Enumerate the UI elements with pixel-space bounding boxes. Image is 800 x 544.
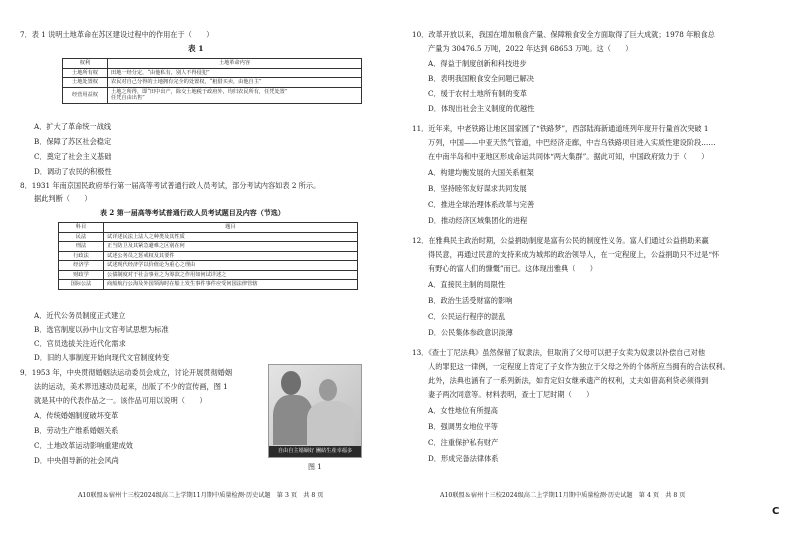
q8-option-b: B．选官制度以孙中山文官考试思想为标准 <box>34 325 169 334</box>
right-page-footer: A10联盟＆宿州十三校2024级高二上学期11月期中质量检测·历史试题 第 4 页 共 8 页 <box>440 492 686 499</box>
poster-face-woman <box>319 379 337 401</box>
q12-option-b: B．政治生活受财富的影响 <box>428 296 513 305</box>
q8-option-c: C．官员选拔关注近代化需求 <box>34 339 126 348</box>
q7-stem: 7．表 1 说明土地革命在苏区建设过程中的作用在于（ ） <box>20 30 214 39</box>
table-header-cell: 题目 <box>104 223 358 233</box>
q11-stem-line1: 11．近年来，中老铁路让地区国家圆了“铁路梦”，西部陆海新通道班列年度开行量首次突破 1 <box>412 124 709 133</box>
q9-stem-line3: 就是其中的代表作品之一。该作品可用以说明（ ） <box>34 396 207 405</box>
table-row <box>59 251 358 261</box>
q10-stem-line1: 10．改革开放以来，我国在增加粮食产量、保障粮食安全方面取得了巨大成就；1978 年粮食总 <box>412 30 715 39</box>
q10-option-c: C．缓于农村土地所有制的变革 <box>428 89 527 98</box>
table-cell: 商船航行公海及外国领海时在船上发生事件事件应受何国法律管辖 <box>104 280 358 290</box>
table-cell: 土地所有权 <box>63 68 108 78</box>
table-cell: 行政法 <box>59 251 104 261</box>
q9-stem-line1: 9．1953 年，中央贯彻婚姻法运动委员会成立，讨论开展贯彻婚姻 <box>20 368 233 377</box>
q8-table <box>58 222 358 290</box>
table-cell: 试详述民法上法人之种类及其性质 <box>104 232 358 242</box>
q10-option-d: D．体现出社会主义制度的优越性 <box>428 104 535 113</box>
table-row <box>59 232 358 242</box>
table-cell: 农民对自己分得的土地拥有完全的处置权，“租借买卖，由他自主” <box>108 78 362 88</box>
q7-option-c: C．奠定了社会主义基础 <box>34 152 112 161</box>
q7-option-d: D．调动了农民的积极性 <box>34 167 112 176</box>
table-cell: 经营用益权 <box>63 87 108 103</box>
table-row <box>63 87 362 103</box>
poster-face-man <box>281 371 301 395</box>
table-cell-text: 任凭自由出售” <box>111 95 145 101</box>
q9-option-d: D．中央倡导新的社会风尚 <box>34 456 119 465</box>
q13-stem-line2: 人的罪犯这一律例，一定程度上肯定了子女作为独立于父母之外的个体所应当拥有的合法权利。 <box>428 362 730 371</box>
table-row <box>63 78 362 88</box>
poster-figure-woman <box>307 401 355 445</box>
q8-stem-line2: 据此判断（ ） <box>34 194 92 203</box>
q12-stem-line2: 得民意，再通过民意的支持来成为城邦的政治领导人，在一定程度上，公益捐助只不过是“怀 <box>428 250 720 259</box>
q11-option-c: C．推进全球治理体系改革与完善 <box>428 200 535 209</box>
table-cell: 经济学 <box>59 261 104 271</box>
corner-mark: C <box>772 506 780 517</box>
q7-option-b: B．保障了苏区社会稳定 <box>34 137 112 146</box>
table-row <box>59 261 358 271</box>
left-page-footer: A10联盟＆宿州十三校2024级高二上学期11月期中质量检测·历史试题 第 3 页 共 8 页 <box>78 492 324 499</box>
q7-table <box>62 58 362 104</box>
q11-option-d: D．推动经济区域集团化的进程 <box>428 216 528 225</box>
q13-option-a: A．女性地位有所提高 <box>428 406 498 415</box>
table-cell: 正当防卫及其紧急避难之区别在何 <box>104 242 358 252</box>
q8-table-title: 表 2 第一届高等考试普通行政人员考试题目及内容（节选） <box>100 208 285 217</box>
table-header-row <box>63 59 362 69</box>
q11-stem-line3: 在中南半岛和中亚地区形成命运共同体“两大集群”。据此可知，中国政府致力于（ ） <box>428 152 709 161</box>
q12-option-d: D．公民集体参政意识淡薄 <box>428 328 513 337</box>
q7-option-a: A．扩大了革命统一战线 <box>34 122 112 131</box>
q8-option-d: D．旧的人事制度开始向现代文官制度转变 <box>34 353 170 362</box>
propaganda-poster-image <box>268 364 362 458</box>
q9-option-b: B．劳动生产维系婚姻关系 <box>34 426 119 435</box>
table-cell-text: 土地之所得，即“田中出产，除交土地税于政府外，均归农民所有，任凭处置” <box>111 88 288 95</box>
q8-stem-line1: 8．1931 年南京国民政府举行第一届高等考试普通行政人员考试，部分考试内容如表 2 所示。 <box>20 181 321 190</box>
q10-stem-line2: 产量为 30476.5 万吨，2022 年达到 68653 万吨。这（ ） <box>428 44 633 53</box>
table-cell: 刑法 <box>59 242 104 252</box>
table-header-cell: 土地革命内容 <box>108 59 362 69</box>
q9-option-c: C．土地改革运动影响重建成效 <box>34 441 133 450</box>
table-cell: 公债制度对于社会事业之为筹款之作用如何试详述之 <box>104 270 358 280</box>
table-cell: 财政学 <box>59 270 104 280</box>
q13-stem-line3: 此外，法典也涵有了一系列新法，如肯定妇女继承遗产的权利，丈夫如借高利贷必须得到 <box>428 376 709 385</box>
q8-option-a: A．近代公务员制度正式建立 <box>34 311 126 320</box>
q12-stem-line1: 12．在雅典民主政治时期，公益捐助制度是富有公民的制度性义务。富人们通过公益捐助来赢 <box>412 236 709 245</box>
q10-option-b: B．表明我国粮食安全问题已解决 <box>428 74 534 83</box>
table-cell: 国际公法 <box>59 280 104 290</box>
table-cell <box>108 87 362 103</box>
table-header-row <box>59 223 358 233</box>
table-header-cell: 权利 <box>63 59 108 69</box>
q11-option-a: A．构建均衡发展的大国关系框架 <box>428 168 534 177</box>
right-page <box>400 0 800 544</box>
table-row <box>59 280 358 290</box>
poster-slogan: 自由自主婚姻好 團結生産幸福多 <box>269 446 361 457</box>
q7-table-title: 表 1 <box>188 44 204 53</box>
table-cell: 田地一经分定，“由他私有，别人不得侵犯” <box>108 68 362 78</box>
table-header-cell: 科目 <box>59 223 104 233</box>
table-cell: 试述公务员之惩戒权及其要件 <box>104 251 358 261</box>
table-cell: 试述现代经济学以价值论为重心之理由 <box>104 261 358 271</box>
q12-option-c: C．公民运行程序的混乱 <box>428 312 506 321</box>
q13-option-c: C．注重保护私有财产 <box>428 438 499 447</box>
figure-caption: 图 1 <box>308 463 322 471</box>
q9-stem-line2: 法的运动，美术界迅速动员起来，出版了不少的宣传画，图 1 <box>34 382 228 391</box>
table-row <box>59 270 358 280</box>
q13-option-d: D．形成完备法律体系 <box>428 454 499 463</box>
q9-option-a: A．传统婚姻制度破坏变革 <box>34 411 119 420</box>
q11-option-b: B．坚持睦邻友好谋求共同发展 <box>428 184 527 193</box>
table-cell: 民法 <box>59 232 104 242</box>
q11-stem-line2: 万列，中国——中亚天然气管道，中巴经济走廊，中吉乌铁路项目进入实质性建设阶段…… <box>428 138 716 147</box>
q10-option-a: A．得益于制度创新和科技进步 <box>428 59 527 68</box>
table-row <box>63 68 362 78</box>
table-row <box>59 242 358 252</box>
q13-stem-line1: 13．《查士丁尼法典》虽然保留了奴隶法，但取消了父母可以把子女卖为奴隶以补偿自己对他 <box>412 348 706 357</box>
q12-stem-line3: 有野心的富人们的慷慨”而已。这体现出雅典（ ） <box>428 264 597 273</box>
table-cell: 土地处置权 <box>63 78 108 88</box>
q12-option-a: A．直接民主制的局限性 <box>428 280 506 289</box>
q13-option-b: B．强调男女地位平等 <box>428 422 498 431</box>
q13-stem-line4: 妻子两次同意等。材料表明，查士丁尼时期（ ） <box>428 390 594 399</box>
